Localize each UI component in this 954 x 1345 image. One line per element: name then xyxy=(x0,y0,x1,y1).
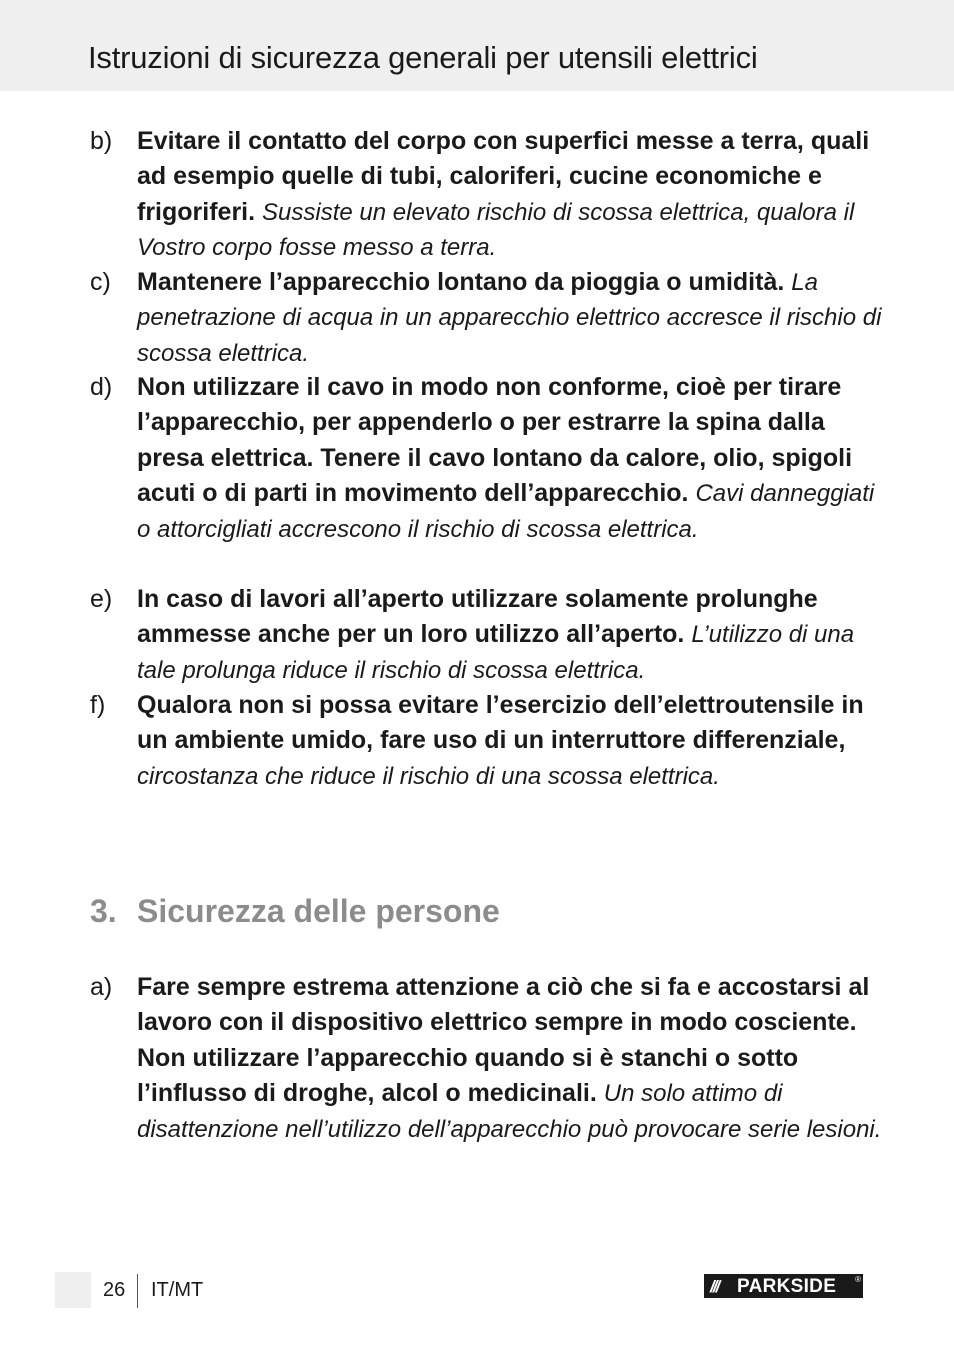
item-label: a) xyxy=(90,973,113,1001)
item-instruction: In caso di lavori all’aperto utilizzare solamente prolunghe ammesse anche per un loro utilizzo all’aperto. xyxy=(137,585,818,649)
page-header-title: Istruzioni di sicurezza generali per utensili elettrici xyxy=(88,40,758,75)
language-code: IT/MT xyxy=(151,1279,204,1301)
item-explanation: La penetrazione di acqua in un apparecchio elettrico accresce il rischio di scossa elettrica. xyxy=(137,269,882,367)
item-explanation: Un solo attimo di disattenzione nell’utilizzo dell’apparecchio può provocare serie lesioni. xyxy=(137,1080,882,1143)
footer-divider xyxy=(137,1274,138,1308)
item-text xyxy=(137,688,882,794)
footer-marker-box xyxy=(55,1272,91,1308)
item-label: f) xyxy=(90,691,106,719)
section-heading xyxy=(90,893,500,930)
item-instruction: Qualora non si possa evitare l’esercizio dell’elettroutensile in un ambiente umido, fare uso di un interruttore differenziale, xyxy=(137,691,864,755)
item-text xyxy=(137,124,882,266)
logo-brand-text: PARKSIDE xyxy=(737,1276,837,1297)
item-label: c) xyxy=(90,268,111,296)
section-number: 3. xyxy=(90,893,117,929)
item-label: d) xyxy=(90,373,113,401)
item-text xyxy=(137,582,882,688)
parkside-logo xyxy=(704,1274,863,1298)
item-text xyxy=(137,370,882,547)
registered-mark: ® xyxy=(855,1275,861,1284)
page-number: 26 xyxy=(103,1279,126,1301)
item-instruction: Non utilizzare il cavo in modo non conforme, cioè per tirare l’apparecchio, per appenderlo o per estrarre la spina dalla presa elettrica. Tenere il cavo lontano da calore, olio, spigoli acuti o di parti in movimento dell’apparecchio. xyxy=(137,373,853,508)
logo-stripes-icon: /// xyxy=(710,1277,719,1296)
item-text xyxy=(137,265,882,371)
item-instruction: Evitare il contatto del corpo con superfici messe a terra, quali ad esempio quelle di tubi, caloriferi, cucine economiche e frigoriferi. xyxy=(137,127,870,226)
item-explanation: Sussiste un elevato rischio di scossa elettrica, qualora il Vostro corpo fosse messo a terra. xyxy=(137,198,855,262)
item-instruction: Fare sempre estrema attenzione a ciò che si fa e accostarsi al lavoro con il dispositivo elettrico sempre in modo cosciente. Non utilizzare l’apparecchio quando si è stanchi o sotto l’influsso di droghe, alcol o medicinali. xyxy=(137,973,870,1108)
item-explanation: Cavi danneggiati o attorcigliati accrescono il rischio di scossa elettrica. xyxy=(137,480,875,543)
item-instruction: Mantenere l’apparecchio lontano da pioggia o umidità. xyxy=(137,268,785,296)
item-text xyxy=(137,970,882,1147)
item-explanation: L’utilizzo di una tale prolunga riduce il rischio di scossa elettrica. xyxy=(137,621,855,684)
section-title: Sicurezza delle persone xyxy=(137,893,500,929)
item-label: e) xyxy=(90,585,113,613)
item-explanation: circostanza che riduce il rischio di una scossa elettrica. xyxy=(137,762,720,790)
item-label: b) xyxy=(90,127,113,155)
